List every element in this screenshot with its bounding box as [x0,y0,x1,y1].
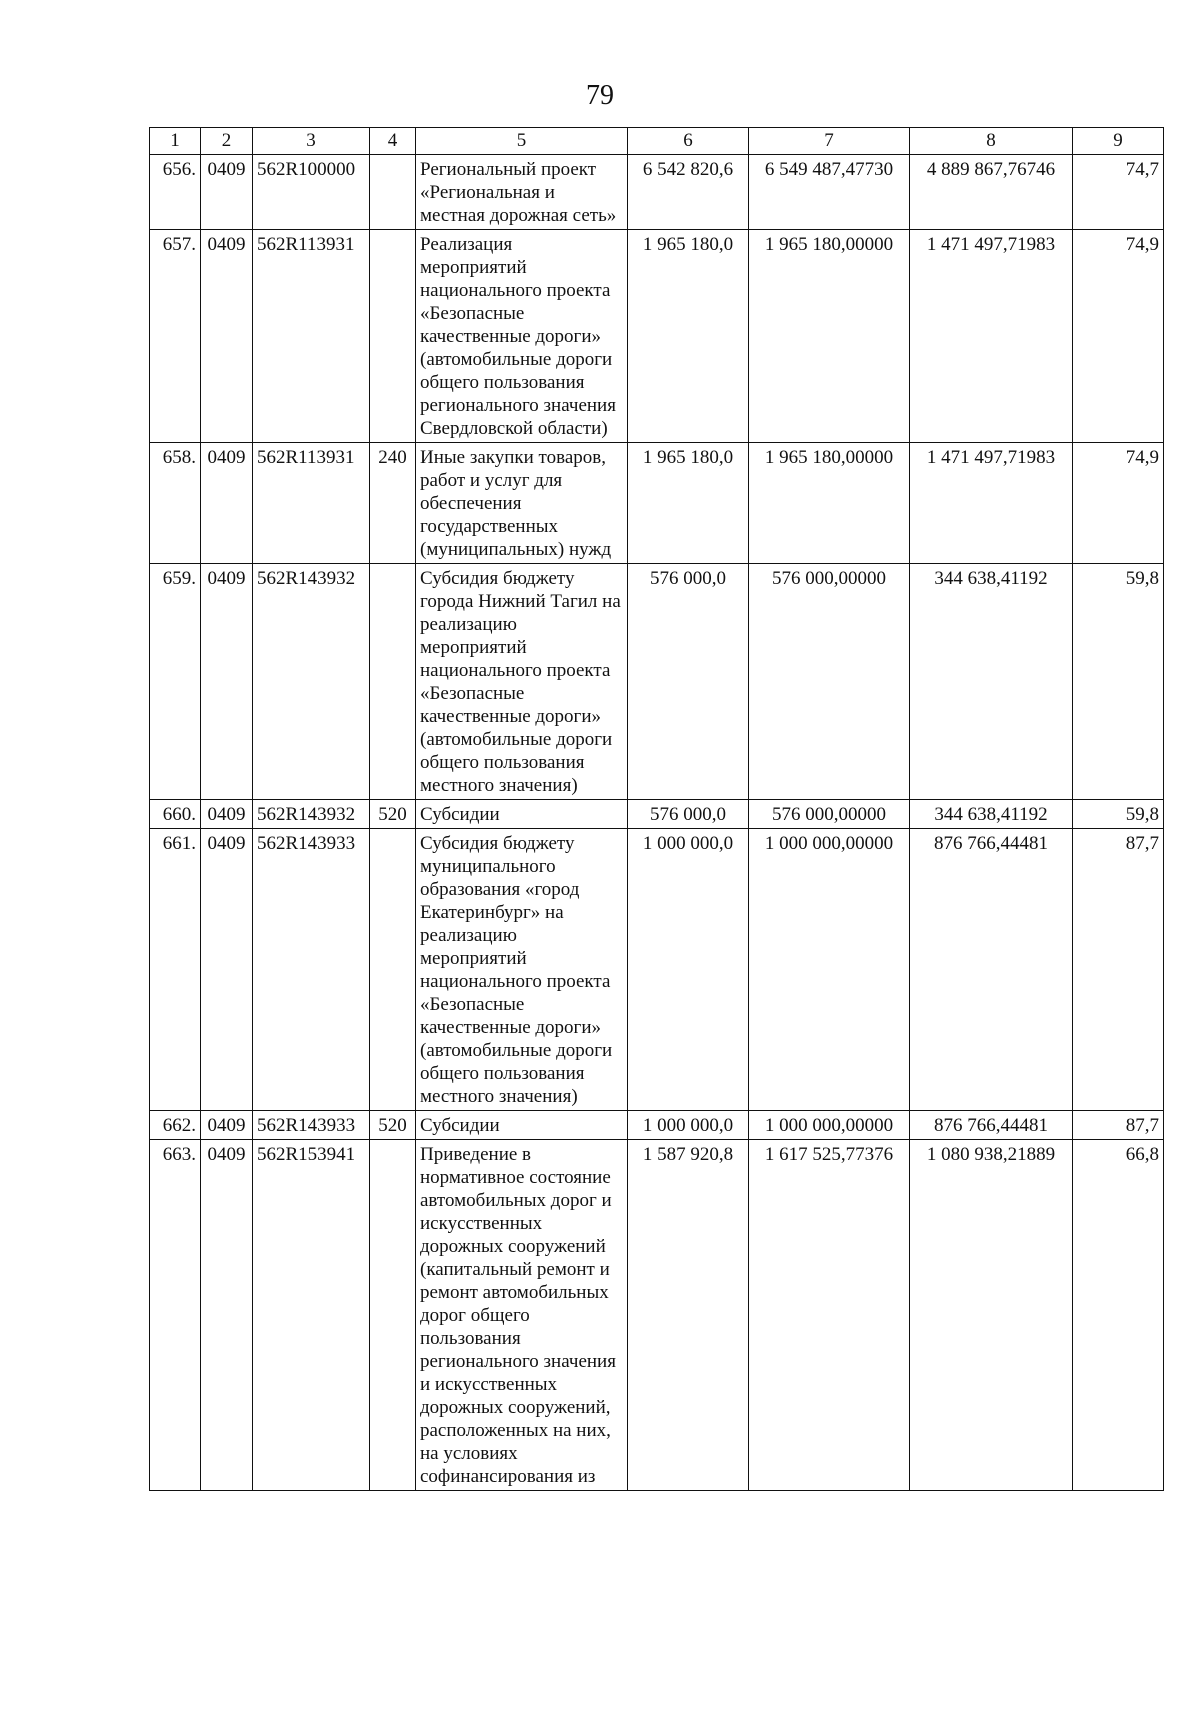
section-code-cell: 0409 [201,230,253,443]
target-code-cell: 562R113931 [253,230,370,443]
plan-amount-cell: 1 000 000,0 [628,829,749,1111]
adjusted-amount-cell: 1 617 525,77376 [749,1140,910,1491]
adjusted-amount-cell: 576 000,00000 [749,800,910,829]
plan-amount-cell: 1 965 180,0 [628,443,749,564]
item-name-cell: Региональный проект «Региональная и местная дорожная сеть» [416,155,628,230]
header-cell: 5 [416,128,628,155]
item-name-cell: Субсидии [416,1111,628,1140]
percent-cell: 74,9 [1073,230,1164,443]
row-number-cell: 661. [150,829,201,1111]
table-row [150,155,1164,230]
plan-amount-cell: 6 542 820,6 [628,155,749,230]
table-row [150,800,1164,829]
header-cell: 9 [1073,128,1164,155]
table-row [150,1140,1164,1491]
table-row [150,443,1164,564]
row-number-cell: 658. [150,443,201,564]
target-code-cell: 562R143933 [253,829,370,1111]
table-row [150,230,1164,443]
header-row [150,128,1164,155]
executed-amount-cell: 1 471 497,71983 [910,230,1073,443]
section-code-cell: 0409 [201,443,253,564]
header-cell: 4 [370,128,416,155]
target-code-cell: 562R113931 [253,443,370,564]
budget-table [149,127,1164,1491]
executed-amount-cell: 1 471 497,71983 [910,443,1073,564]
section-code-cell: 0409 [201,829,253,1111]
percent-cell: 87,7 [1073,1111,1164,1140]
row-number-cell: 660. [150,800,201,829]
row-number-cell: 662. [150,1111,201,1140]
row-number-cell: 659. [150,564,201,800]
expense-type-cell [370,155,416,230]
header-cell: 8 [910,128,1073,155]
percent-cell: 87,7 [1073,829,1164,1111]
executed-amount-cell: 876 766,44481 [910,1111,1073,1140]
header-cell: 1 [150,128,201,155]
expense-type-cell [370,829,416,1111]
row-number-cell: 663. [150,1140,201,1491]
page-number: 79 [586,80,614,111]
section-code-cell: 0409 [201,1111,253,1140]
table-row [150,829,1164,1111]
item-name-cell: Иные закупки товаров, работ и услуг для обеспечения государственных (муниципальных) нужд [416,443,628,564]
adjusted-amount-cell: 1 000 000,00000 [749,1111,910,1140]
plan-amount-cell: 1 965 180,0 [628,230,749,443]
section-code-cell: 0409 [201,155,253,230]
header-cell: 6 [628,128,749,155]
table-body [150,155,1164,1491]
row-number-cell: 657. [150,230,201,443]
expense-type-cell [370,1140,416,1491]
target-code-cell: 562R143933 [253,1111,370,1140]
plan-amount-cell: 1 587 920,8 [628,1140,749,1491]
section-code-cell: 0409 [201,1140,253,1491]
target-code-cell: 562R143932 [253,564,370,800]
header-cell: 7 [749,128,910,155]
executed-amount-cell: 344 638,41192 [910,564,1073,800]
adjusted-amount-cell: 1 000 000,00000 [749,829,910,1111]
percent-cell: 66,8 [1073,1140,1164,1491]
plan-amount-cell: 576 000,0 [628,800,749,829]
item-name-cell: Приведение в нормативное состояние автомобильных дорог и искусственных дорожных сооружений (капитальный ремонт и ремонт автомобильных дорог общего пользования регионального значения и искусственных дорожных сооружений, расположенных на них, на условиях софинансирования из [416,1140,628,1491]
table-row [150,564,1164,800]
item-name-cell: Субсидия бюджету города Нижний Тагил на реализацию мероприятий национального проекта «Безопасные качественные дороги» (автомобильные дороги общего пользования местного значения) [416,564,628,800]
adjusted-amount-cell: 1 965 180,00000 [749,230,910,443]
adjusted-amount-cell: 1 965 180,00000 [749,443,910,564]
executed-amount-cell: 4 889 867,76746 [910,155,1073,230]
percent-cell: 59,8 [1073,564,1164,800]
expense-type-cell: 240 [370,443,416,564]
percent-cell: 59,8 [1073,800,1164,829]
table-row [150,1111,1164,1140]
executed-amount-cell: 876 766,44481 [910,829,1073,1111]
row-number-cell: 656. [150,155,201,230]
item-name-cell: Реализация мероприятий национального проекта «Безопасные качественные дороги» (автомобильные дороги общего пользования регионального значения Свердловской области) [416,230,628,443]
expense-type-cell: 520 [370,1111,416,1140]
expense-type-cell: 520 [370,800,416,829]
section-code-cell: 0409 [201,564,253,800]
adjusted-amount-cell: 6 549 487,47730 [749,155,910,230]
expense-type-cell [370,564,416,800]
plan-amount-cell: 1 000 000,0 [628,1111,749,1140]
executed-amount-cell: 1 080 938,21889 [910,1140,1073,1491]
section-code-cell: 0409 [201,800,253,829]
percent-cell: 74,9 [1073,443,1164,564]
header-cell: 2 [201,128,253,155]
item-name-cell: Субсидии [416,800,628,829]
target-code-cell: 562R153941 [253,1140,370,1491]
expense-type-cell [370,230,416,443]
plan-amount-cell: 576 000,0 [628,564,749,800]
item-name-cell: Субсидия бюджету муниципального образования «город Екатеринбург» на реализацию мероприятий национального проекта «Безопасные качественные дороги» (автомобильные дороги общего пользования местного значения) [416,829,628,1111]
target-code-cell: 562R100000 [253,155,370,230]
target-code-cell: 562R143932 [253,800,370,829]
adjusted-amount-cell: 576 000,00000 [749,564,910,800]
executed-amount-cell: 344 638,41192 [910,800,1073,829]
percent-cell: 74,7 [1073,155,1164,230]
header-cell: 3 [253,128,370,155]
